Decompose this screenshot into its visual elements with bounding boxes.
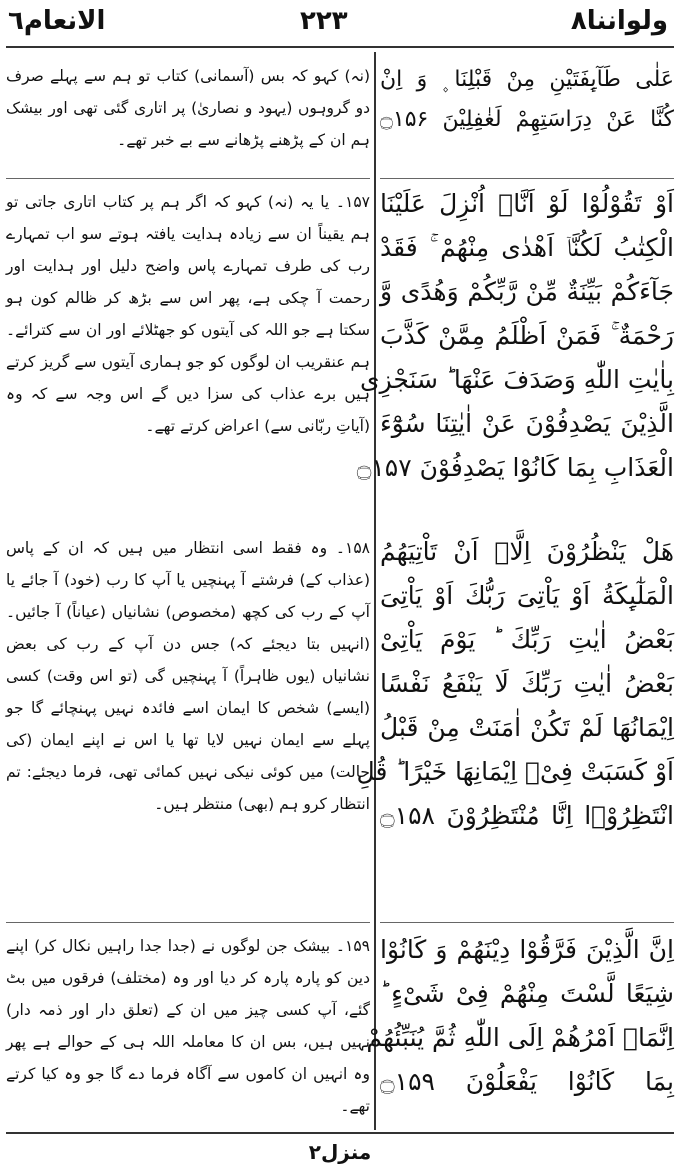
arabic-column [356, 56, 674, 1136]
translation-block: ۱۵۹۔ بیشک جن لوگوں نے (جدا جدا راہیں نکال کر) اپنے دین کو پارہ پارہ کر دیا اور وہ (مختلف) فرقوں میں بٹ گئے، آپ کسی چیز میں ان کے (تعلق دار اور ذمہ دار) نہیں ہیں، بس ان کا معاملہ اللہ ہی کے حوالے ہے پھر وہ انہیں ان کاموں سے آگاہ فرما دے گا جو وہ کیا کرتے تھے۔ [6, 937, 370, 1115]
arabic-line: رَحْمَةٌ ۚ فَمَنْ اَظْلَمُ مِمَّنْ كَذَّبَ [380, 321, 674, 350]
arabic-line: كُنَّا عَنْ دِرَاسَتِهِمْ لَغٰفِلِيْنَ ۝۱۵۶ [380, 107, 674, 132]
arabic-line: بِمَا كَانُوْا يَفْعَلُوْنَ ۝۱۵۹ [380, 1067, 674, 1096]
arabic-line: هَلْ يَنْظُرُوْنَ اِلَّاۤ اَنْ تَاْتِيَهُمُ [380, 537, 674, 566]
arabic-line: الْعَذَابِ بِمَا كَانُوْا يَصْدِفُوْنَ ۝۱۵۷ [356, 453, 674, 482]
column-divider [374, 52, 376, 1130]
arabic-line: الْكِتٰبُ لَكُنَّاۤ اَهْدٰى مِنْهُمْ ۚ فَقَدْ [380, 233, 674, 262]
arabic-line: اَوْ كَسَبَتْ فِىْۤ اِيْمَانِهَا خَيْرًا ؕ قُلِ [356, 757, 674, 786]
page-number: ۲۲۳ [300, 6, 348, 36]
arabic-line: الَّذِيْنَ يَصْدِفُوْنَ عَنْ اٰيٰتِنَا سُوْٓءَ [380, 409, 674, 438]
juz-name: ولواننا۸ [570, 6, 668, 36]
arabic-line: شِيَعًا لَّسْتَ مِنْهُمْ فِىْ شَىْءٍ ؕ [380, 979, 674, 1008]
block-separator [6, 178, 370, 179]
translation-block: (نہ) کہو کہ بس (آسمانی) کتاب تو ہم سے پہلے صرف دو گروہوں (یہود و نصاریٰ) پر اتاری گئی تھی اور بیشک ہم ان کے پڑھنے پڑھانے سے بے خبر تھے۔ [6, 67, 370, 149]
arabic-line: اِنَّ الَّذِيْنَ فَرَّقُوْا دِيْنَهُمْ وَ كَانُوْا [380, 935, 674, 964]
translation-block: ۱۵۸۔ وہ فقط اسی انتظار میں ہیں کہ ان کے پاس (عذاب کے) فرشتے آ پہنچیں یا آپ کا رب (خود) آ جائے یا آپ کے رب کی کچھ (مخصوص) نشانیاں (عیاناً) آ جائیں۔ (انہیں بتا دیجئے کہ) جس دن آپ کے رب کی بعض نشانیاں (یوں ظاہراً) آ پہنچیں گی (تو اس وقت) کسی (ایسے) شخص کا ایمان اسے فائدہ نہیں پہنچائے گا جو پہلے سے ایمان نہیں لایا تھا یا اس نے اپنے ایمان (کی حالت) میں کوئی نیکی نہیں کمائی تھی، فرما دیجئے: تم انتظار کرو ہم (بھی) منتظر ہیں۔ [6, 539, 370, 813]
arabic-line: بِاٰيٰتِ اللّٰهِ وَصَدَفَ عَنْهَا ؕ سَنَجْزِى [360, 365, 674, 394]
block-separator [380, 922, 674, 923]
header-rule [6, 46, 674, 48]
arabic-line: اِنَّمَاۤ اَمْرُهُمْ اِلَى اللّٰهِ ثُمَّ يُنَبِّئُهُمْ [366, 1023, 674, 1052]
arabic-line: اِيْمَانُهَا لَمْ تَكُنْ اٰمَنَتْ مِنْ قَبْلُ [380, 713, 674, 742]
arabic-line: الْمَلٰٓىِٕكَةُ اَوْ يَاْتِىَ رَبُّكَ اَوْ يَاْتِىَ [380, 581, 674, 610]
block-separator [6, 922, 370, 923]
translation-column [6, 56, 370, 1136]
footer-rule [6, 1132, 674, 1134]
arabic-line: انْتَظِرُوْۤا اِنَّا مُنْتَظِرُوْنَ ۝۱۵۸ [380, 801, 674, 830]
arabic-line: اَوْ تَقُوْلُوْا لَوْ اَنَّاۤ اُنْزِلَ عَلَيْنَا [380, 189, 674, 218]
block-separator [380, 178, 674, 179]
arabic-line: بَعْضُ اٰيٰتِ رَبِّكَ لَا يَنْفَعُ نَفْسًا [380, 669, 674, 698]
arabic-line: جَآءَكُمْ بَيِّنَةٌ مِّنْ رَّبِّكُمْ وَهُدًى وَّ [380, 277, 674, 306]
surah-name: الانعام٦ [8, 6, 106, 36]
manzil-label: منزل۲ [308, 1140, 372, 1164]
arabic-line: بَعْضُ اٰيٰتِ رَبِّكَ ؕ يَوْمَ يَاْتِىْ [380, 625, 674, 654]
translation-block: ۱۵۷۔ یا یہ (نہ) کہو کہ اگر ہم پر کتاب اتاری جاتی تو ہم یقیناً ان سے زیادہ ہدایت یافتہ ہوتے سو اب تمہارے رب کی طرف تمہارے پاس واضح دلیل اور ہدایت اور رحمت آ چکی ہے، پھر اس سے بڑھ کر ظالم کون ہو سکتا ہے جو اللہ کی آیتوں کو جھٹلائے اور ان سے کترائے۔ ہم عنقریب ان لوگوں کو جو ہماری آیتوں سے گریز کرتے ہیں برے عذاب کی سزا دیں گے اس وجہ سے کہ وہ (آیاتِ ربّانی سے) اعراض کرتے تھے۔ [6, 193, 370, 435]
arabic-line: عَلٰى طَآىِٕفَتَيْنِ مِنْ قَبْلِنَا ۪ وَ اِنْ [380, 67, 674, 92]
page-header [0, 0, 680, 44]
